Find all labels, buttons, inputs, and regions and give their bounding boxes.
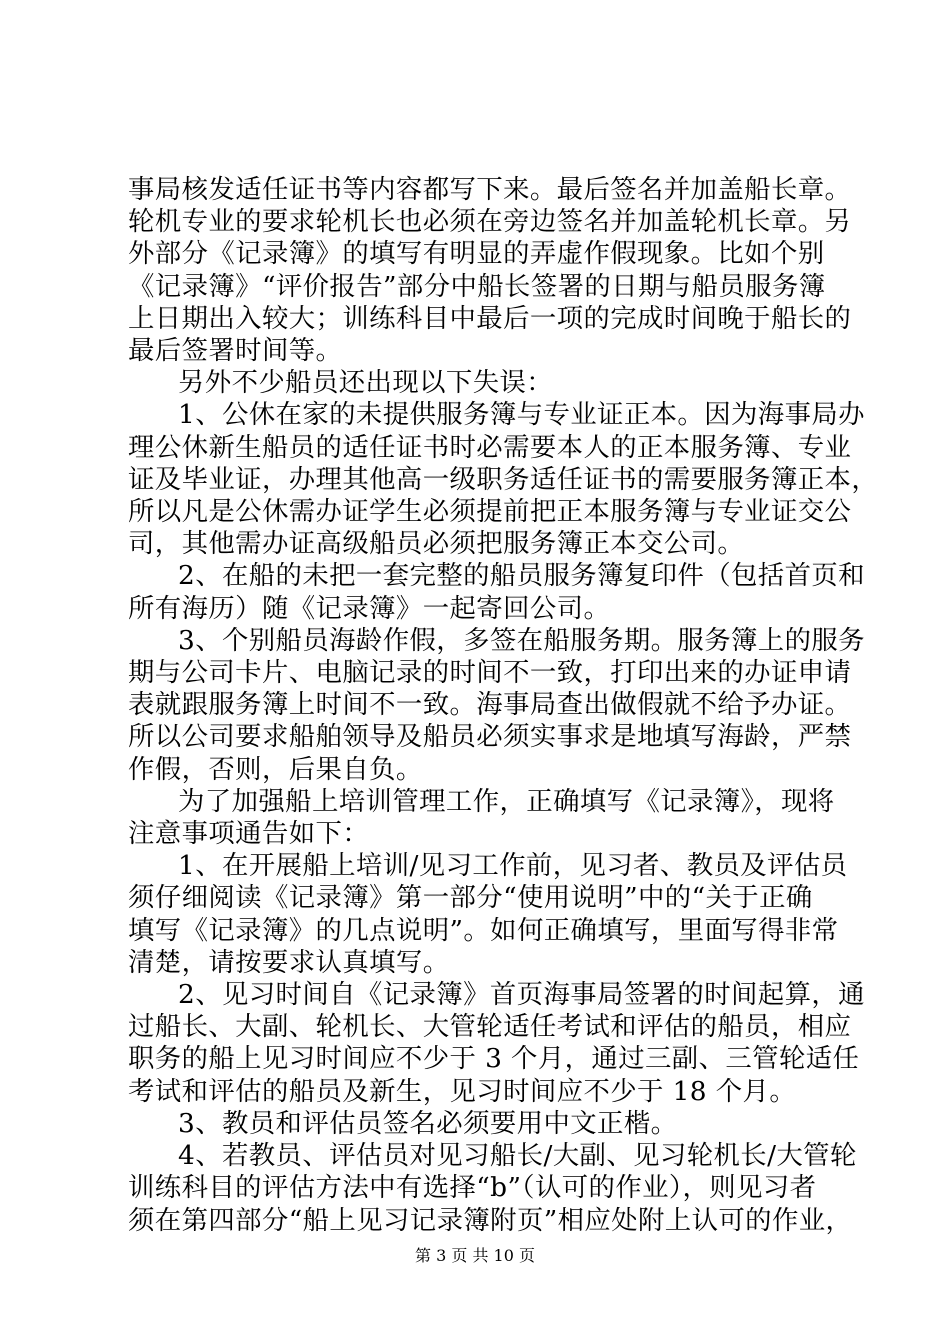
document-line: 填写《记录簿》的几点说明”。如何正确填写，里面写得非常 xyxy=(128,914,839,946)
document-line: 轮机专业的要求轮机长也必须在旁边签名并加盖轮机长章。另 xyxy=(128,206,852,238)
document-line: 注意事项通告如下： xyxy=(128,818,370,850)
document-line: 作假，否则，后果自负。 xyxy=(128,753,423,785)
document-line: 2、见习时间自《记录簿》首页海事局签署的时间起算，通 xyxy=(178,979,865,1011)
document-line: 4、若教员、评估员对见习船长/大副、见习轮机长/大管轮 xyxy=(178,1140,857,1172)
document-line: 最后签署时间等。 xyxy=(128,335,343,367)
document-line: 训练科目的评估方法中有选择“b”（认可的作业），则见习者 xyxy=(128,1172,817,1204)
document-line: 事局核发适任证书等内容都写下来。最后签名并加盖船长章。 xyxy=(128,174,852,205)
document-line: 另外不少船员还出现以下失误： xyxy=(178,367,554,399)
document-line: 理公休新生船员的适任证书时必需要本人的正本服务簿、专业 xyxy=(128,431,852,463)
document-line: 外部分《记录簿》的填写有明显的弄虚作假现象。比如个别 xyxy=(128,238,825,270)
page-footer: 第 3 页 共 10 页 xyxy=(415,1246,535,1265)
document-line: 3、个别船员海龄作假，多签在船服务期。服务簿上的服务 xyxy=(178,624,865,656)
document-line: 期与公司卡片、电脑记录的时间不一致，打印出来的办证申请 xyxy=(128,657,852,689)
document-line: 2、在船的未把一套完整的船员服务簿复印件（包括首页和 xyxy=(178,560,865,592)
document-line: 《记录簿》“评价报告”部分中船长签署的日期与船员服务簿 xyxy=(128,270,826,302)
document-line: 须仔细阅读《记录簿》第一部分“使用说明”中的“关于正确 xyxy=(128,882,813,914)
document-line: 3、教员和评估员签名必须要用中文正楷。 xyxy=(178,1107,678,1139)
document-line: 所有海历）随《记录簿》一起寄回公司。 xyxy=(128,592,611,624)
document-body xyxy=(128,174,879,1237)
document-line: 1、公休在家的未提供服务簿与专业证正本。因为海事局办 xyxy=(178,399,865,431)
document-line: 须在第四部分“船上见习记录簿附页”相应处附上认可的作业， xyxy=(128,1204,853,1236)
document-line: 职务的船上见习时间应不少于 3 个月，通过三副、三管轮适任 xyxy=(128,1043,860,1075)
document-line: 证及毕业证，办理其他高一级职务适任证书的需要服务簿正本， xyxy=(128,463,879,495)
document-line: 为了加强船上培训管理工作，正确填写《记录簿》，现将 xyxy=(178,785,835,817)
document-line: 司，其他需办证高级船员必须把服务簿正本交公司。 xyxy=(128,528,745,560)
document-line: 过船长、大副、轮机长、大管轮适任考试和评估的船员，相应 xyxy=(128,1011,852,1043)
document-line: 表就跟服务簿上时间不一致。海事局查出做假就不给予办证。 xyxy=(128,689,852,721)
document-line: 考试和评估的船员及新生，见习时间应不少于 18 个月。 xyxy=(128,1075,797,1107)
document-line: 1、在开展船上培训/见习工作前，见习者、教员及评估员 xyxy=(178,850,848,882)
document-line: 清楚，请按要求认真填写。 xyxy=(128,946,450,978)
document-line: 上日期出入较大；训练科目中最后一项的完成时间晚于船长的 xyxy=(128,302,852,334)
document-line: 所以凡是公休需办证学生必须提前把正本服务簿与专业证交公 xyxy=(128,496,852,528)
document-line: 所以公司要求船舶领导及船员必须实事求是地填写海龄，严禁 xyxy=(128,721,852,753)
